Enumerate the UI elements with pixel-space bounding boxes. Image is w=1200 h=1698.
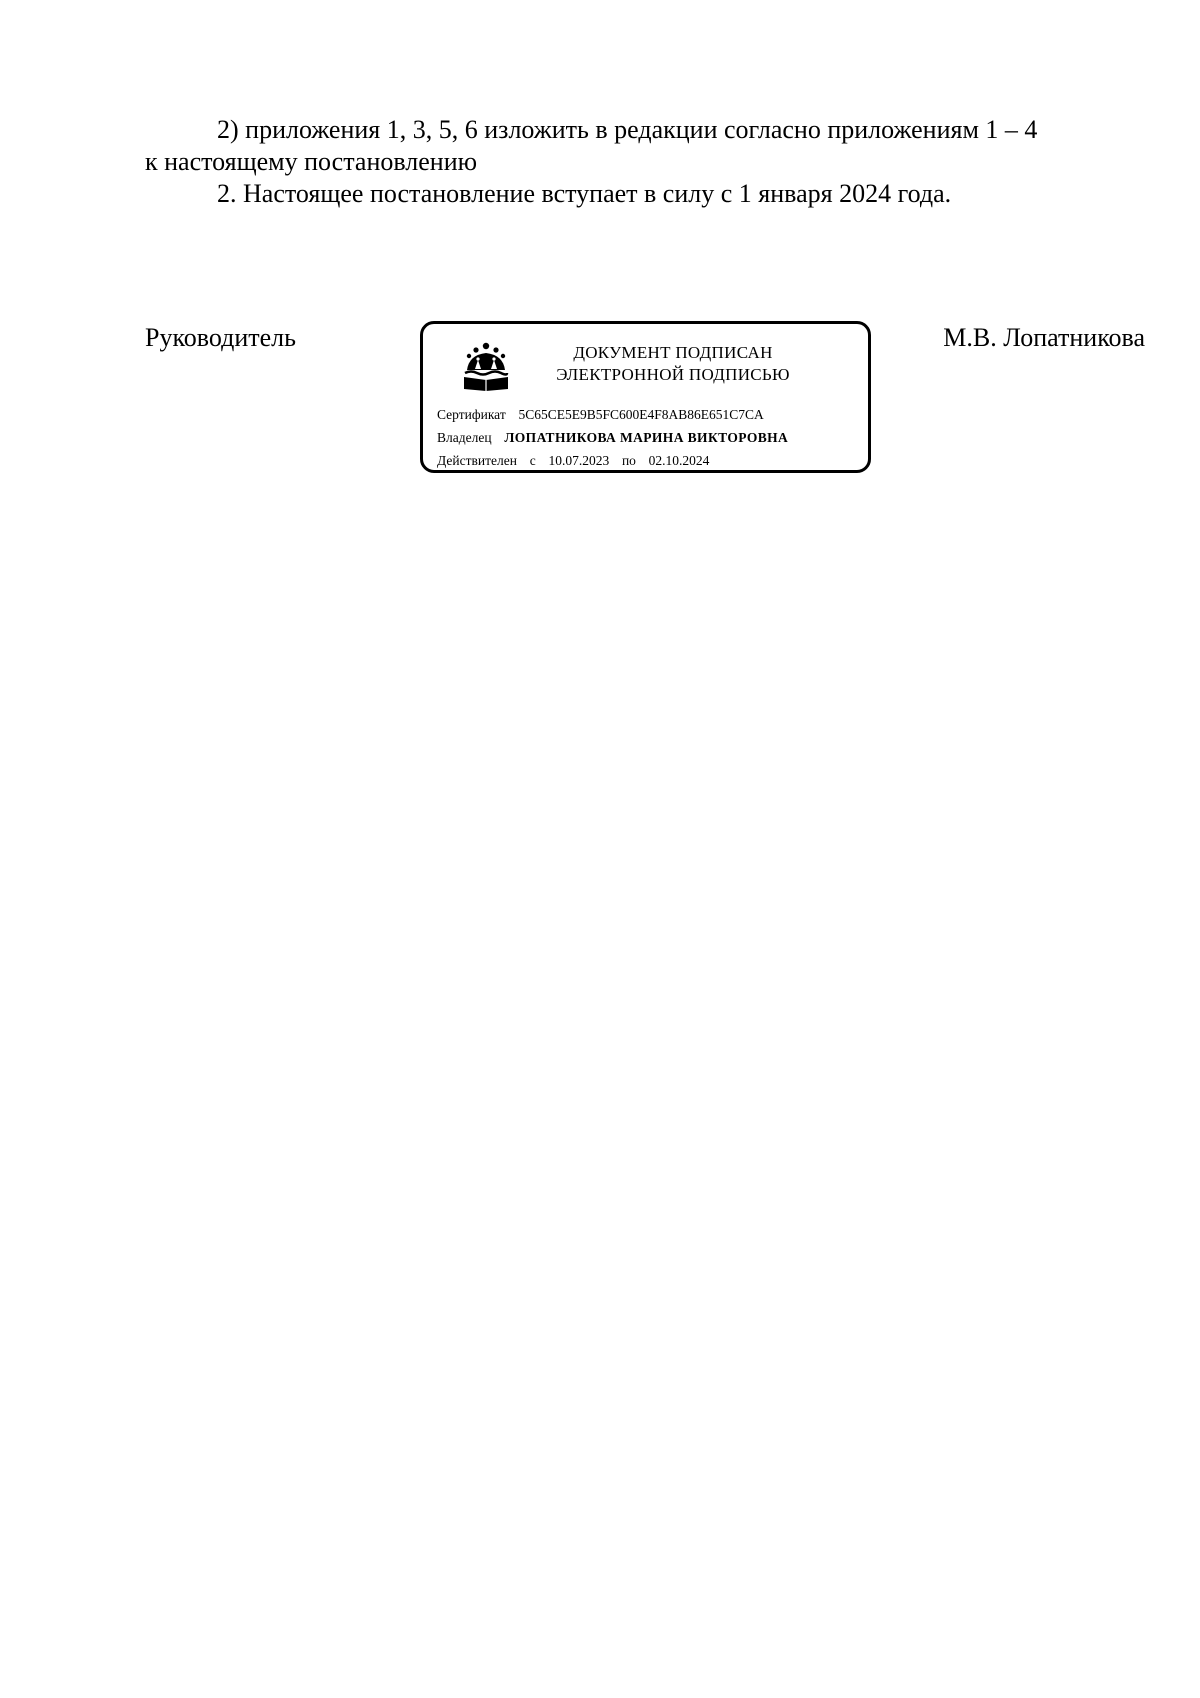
signatory-name: М.В. Лопатникова — [943, 323, 1145, 352]
electronic-signature-stamp — [420, 321, 871, 473]
valid-to-label: по — [621, 453, 636, 468]
validity-row — [437, 449, 788, 472]
valid-from-label: с — [529, 453, 536, 468]
stamp-header-line-1: ДОКУМЕНТ ПОДПИСАН — [573, 343, 773, 362]
valid-label: Действителен — [437, 453, 517, 468]
valid-to-date: 02.10.2024 — [648, 453, 710, 468]
paragraph-2: 2. Настоящее постановление вступает в силу с 1 января 2024 года. — [217, 179, 952, 208]
paragraph-item-2: 2) приложения 1, 3, 5, 6 изложить в редакции согласно приложениям 1 – 4 — [217, 115, 1038, 144]
owner-label: Владелец — [437, 430, 492, 445]
stamp-header — [523, 342, 823, 386]
valid-from-date: 10.07.2023 — [548, 453, 610, 468]
stamp-details — [437, 403, 788, 472]
certificate-label: Сертификат — [437, 407, 506, 422]
owner-value: ЛОПАТНИКОВА МАРИНА ВИКТОРОВНА — [504, 430, 789, 445]
certificate-value: 5C65CE5E9B5FC600E4F8AB86E651C7CA — [518, 407, 764, 422]
document-body — [145, 114, 1125, 210]
certificate-row — [437, 403, 788, 426]
paragraph-item-2-continuation: к настоящему постановлению — [145, 147, 478, 176]
signatory-position: Руководитель — [145, 323, 296, 352]
coat-of-arms-icon — [461, 340, 511, 392]
stamp-header-line-2: ЭЛЕКТРОННОЙ ПОДПИСЬЮ — [556, 365, 790, 384]
owner-row — [437, 426, 788, 449]
